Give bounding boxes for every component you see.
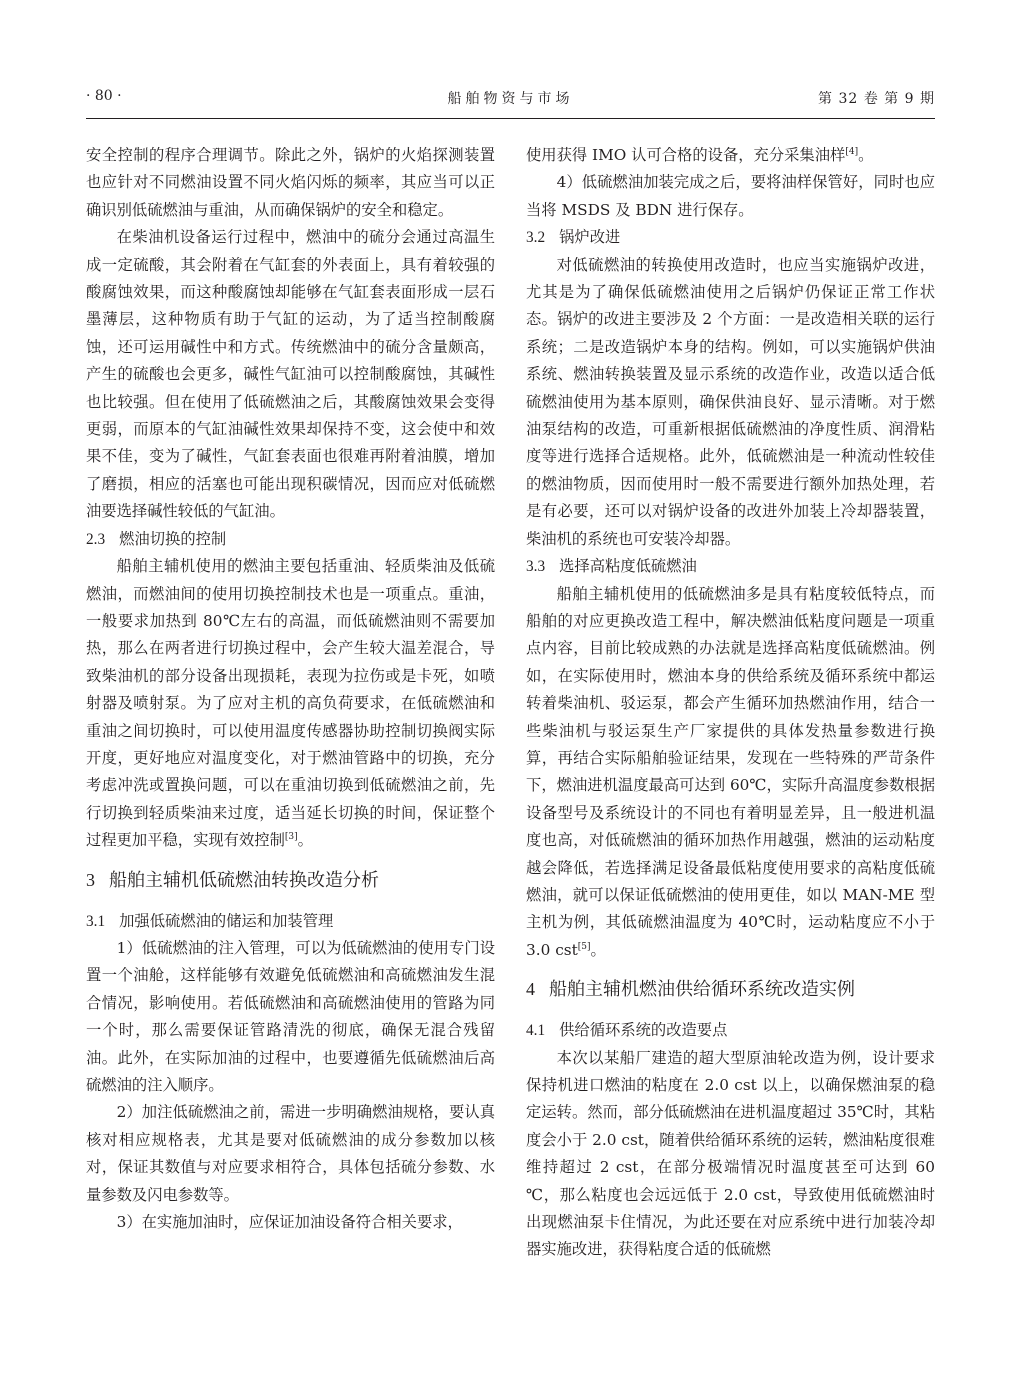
section-title: 锅炉改进 bbox=[559, 228, 621, 247]
section-number: 3 bbox=[86, 869, 95, 890]
section-title: 加强低硫燃油的储运和加装管理 bbox=[119, 911, 334, 930]
section-heading-4 bbox=[526, 976, 935, 1003]
paragraph: 对低硫燃油的转换使用改造时，也应当实施锅炉改进，尤其是为了确保低硫燃油使用之后锅炉仍保证正常工作状态。锅炉的改进主要涉及 2 个方面：一是改造相关联的运行系统；二是改造锅炉本身的结构。例如，可以实施锅炉供油系统、燃油转换装置及显示系统的改造作业，改造以适合低硫燃油使用为基本原则，确保供油良好、显示清晰。对于燃油泵结构的改造，可重新根据低硫燃油的净度性质、润滑粘度等进行选择合适规格。此外，低硫燃油是一种流动性较佳的燃油物质，因而使用时一般不需要进行额外加热处理，若是有必要，还可以对锅炉设备的改进外加装上冷却器装置，柴油机的系统也可安装冷却器。 bbox=[526, 255, 935, 548]
section-title: 燃油切换的控制 bbox=[119, 529, 227, 548]
paragraph: 2）加注低硫燃油之前，需进一步明确燃油规格，要认真核对相应规格表，尤其是要对低硫燃油的成分参数加以核对，保证其数值与对应要求相符合，具体包括硫分参数、水量参数及闪电参数等。 bbox=[86, 1103, 495, 1204]
section-number: 3.2 bbox=[526, 229, 546, 247]
section-heading-2-3 bbox=[86, 526, 495, 553]
right-column bbox=[526, 142, 935, 1264]
section-number: 2.3 bbox=[86, 530, 106, 548]
paragraph-text: 使用获得 IMO 认可合格的设备，充分采集油样 bbox=[526, 146, 846, 164]
paragraph-text: 船舶主辅机使用的燃油主要包括重油、轻质柴油及低硫燃油，而燃油间的使用切换控制技术也是一项重点。重油，一般要求加热到 80℃左右的高温，而低硫燃油则不需要加热，那么在两者进行切换过程中，会产生较大温差混合，导致柴油机的部分设备出现损耗，表现为拉伤或是卡死，如喷射器及喷射泵。为了应对主机的高负荷要求，在低硫燃油和重油之间切换时，可以使用温度传感器协助控制切换阀实际开度，更好地应对温度变化，对于燃油管路中的切换，充分考虑冲洗或置换问题，可以在重油切换到低硫燃油之前，先行切换到轻质柴油来过度，适当延长切换的时间，保证整个过程更加平稳，实现有效控制 bbox=[86, 557, 495, 850]
section-heading-3-2 bbox=[526, 224, 935, 251]
paragraph: 3）在实施加油时，应保证加油设备符合相关要求， bbox=[116, 1213, 463, 1232]
header-rule bbox=[86, 118, 935, 119]
section-heading-4-1 bbox=[526, 1017, 935, 1044]
section-heading-3-1 bbox=[86, 908, 495, 935]
paragraph bbox=[86, 553, 495, 854]
section-title: 供给循环系统的改造要点 bbox=[559, 1021, 728, 1040]
left-column bbox=[86, 142, 495, 1236]
paragraph-text: 船舶主辅机使用的低硫燃油多是具有粘度较低特点，而船舶的对应更换改造工程中，解决燃油低粘度问题是一项重点内容，目前比较成熟的办法就是选择高粘度低硫燃油。例如，在实际使用时，燃油本身的供给系统及循环系统中都运转着柴油机、驳运泵，都会产生循环加热燃油作用，结合一些柴油机与驳运泵生产厂家提供的具体发热量参数进行换算，再结合实际船舶验证结果，发现在一些特殊的严苛条件下，燃油进机温度最高可达到 60℃，实际升高温度参数根据设备型号及系统设计的不同也有着明显差异，且一般进机温度也高，对低硫燃油的循环加热作用越强，燃油的运动粘度越会降低，若选择满足设备最低粘度使用要求的高粘度低硫燃油，就可以保证低硫燃油的使用更佳，如以 MAN-ME 型主机为例，其低硫燃油温度为 40℃时，运动粘度应不小于 3.0 cst bbox=[526, 584, 935, 959]
section-number: 3.1 bbox=[86, 912, 106, 930]
paragraph: 1）低硫燃油的注入管理，可以为低硫燃油的使用专门设置一个油舱，这样能够有效避免低硫燃油和高硫燃油发生混合情况，影响使用。若低硫燃油和高硫燃油使用的管路为同一个时，那么需要保证管路清洗的彻底，确保无混合残留油。此外，在实际加油的过程中，也要遵循先低硫燃油后高硫燃油的注入顺序。 bbox=[86, 938, 495, 1094]
paragraph-end: 。 bbox=[858, 146, 874, 164]
citation-ref: [4] bbox=[845, 146, 859, 157]
citation-ref: [5] bbox=[577, 941, 591, 952]
paragraph: 安全控制的程序合理调节。除此之外，锅炉的火焰探测装置也应针对不同燃油设置不同火焰闪烁的频率，其应当可以正确识别低硫燃油与重油，从而确保锅炉的安全和稳定。 bbox=[86, 146, 495, 219]
section-title: 选择高粘度低硫燃油 bbox=[559, 557, 697, 576]
page-header bbox=[86, 88, 935, 110]
volume-issue: 第 32 卷 第 9 期 bbox=[818, 91, 935, 107]
section-title: 船舶主辅机燃油供给循环系统改造实例 bbox=[549, 979, 855, 1001]
paragraph-end: 。 bbox=[297, 831, 313, 850]
paragraph-end: 。 bbox=[590, 940, 606, 959]
section-title: 船舶主辅机低硫燃油转换改造分析 bbox=[109, 869, 379, 891]
section-heading-3-3 bbox=[526, 553, 935, 580]
paragraph: 在柴油机设备运行过程中，燃油中的硫分会通过高温生成一定硫酸，其会附着在气缸套的外表面上，具有着较强的酸腐蚀效果，而这种酸腐蚀却能够在气缸套表面形成一层石墨薄层，这种物质有助于气缸的运动，为了适当控制酸腐蚀，还可运用碱性中和方式。传统燃油中的硫分含量颇高，产生的硫酸也会更多，碱性气缸油可以控制酸腐蚀，其碱性也比较强。但在使用了低硫燃油之后，其酸腐蚀效果会变得更弱，而原本的气缸油碱性效果却保持不变，这会使中和效果不佳，变为了碱性，气缸套表面也很难再附着油膜，增加了磨损，相应的活塞也可能出现积碳情况，因而应对低硫燃油要选择碱性较低的气缸油。 bbox=[86, 228, 495, 521]
citation-ref: [3] bbox=[284, 832, 298, 843]
paragraph bbox=[526, 142, 935, 169]
section-number: 3.3 bbox=[526, 558, 546, 576]
section-number: 4.1 bbox=[526, 1022, 546, 1040]
section-number: 4 bbox=[526, 979, 535, 1000]
paragraph: 4）低硫燃油加装完成之后，要将油样保管好，同时也应当将 MSDS 及 BDN 进行保存。 bbox=[526, 173, 935, 219]
page-number: · 80 · bbox=[86, 88, 122, 104]
paragraph bbox=[526, 581, 935, 965]
journal-title: 船舶物资与市场 bbox=[447, 91, 574, 107]
paragraph: 本次以某船厂建造的超大型原油轮改造为例，设计要求保持机进口燃油的粘度在 2.0 cst 以上，以确保燃油泵的稳定运转。然而，部分低硫燃油在进机温度超过 35℃时，其粘度会小于 2.0 cst，随着供给循环系统的运转，燃油粘度很难维持超过 2 cst，在部分极端情况时温度甚至可达到 60 ℃，那么粘度也会远远低于 2.0 cst，导致使用低硫燃油时出现燃油泵卡住情况，为此还要在对应系统中进行加装冷却器实施改进，获得粘度合适的低硫燃 bbox=[526, 1048, 935, 1259]
section-heading-3 bbox=[86, 867, 495, 894]
